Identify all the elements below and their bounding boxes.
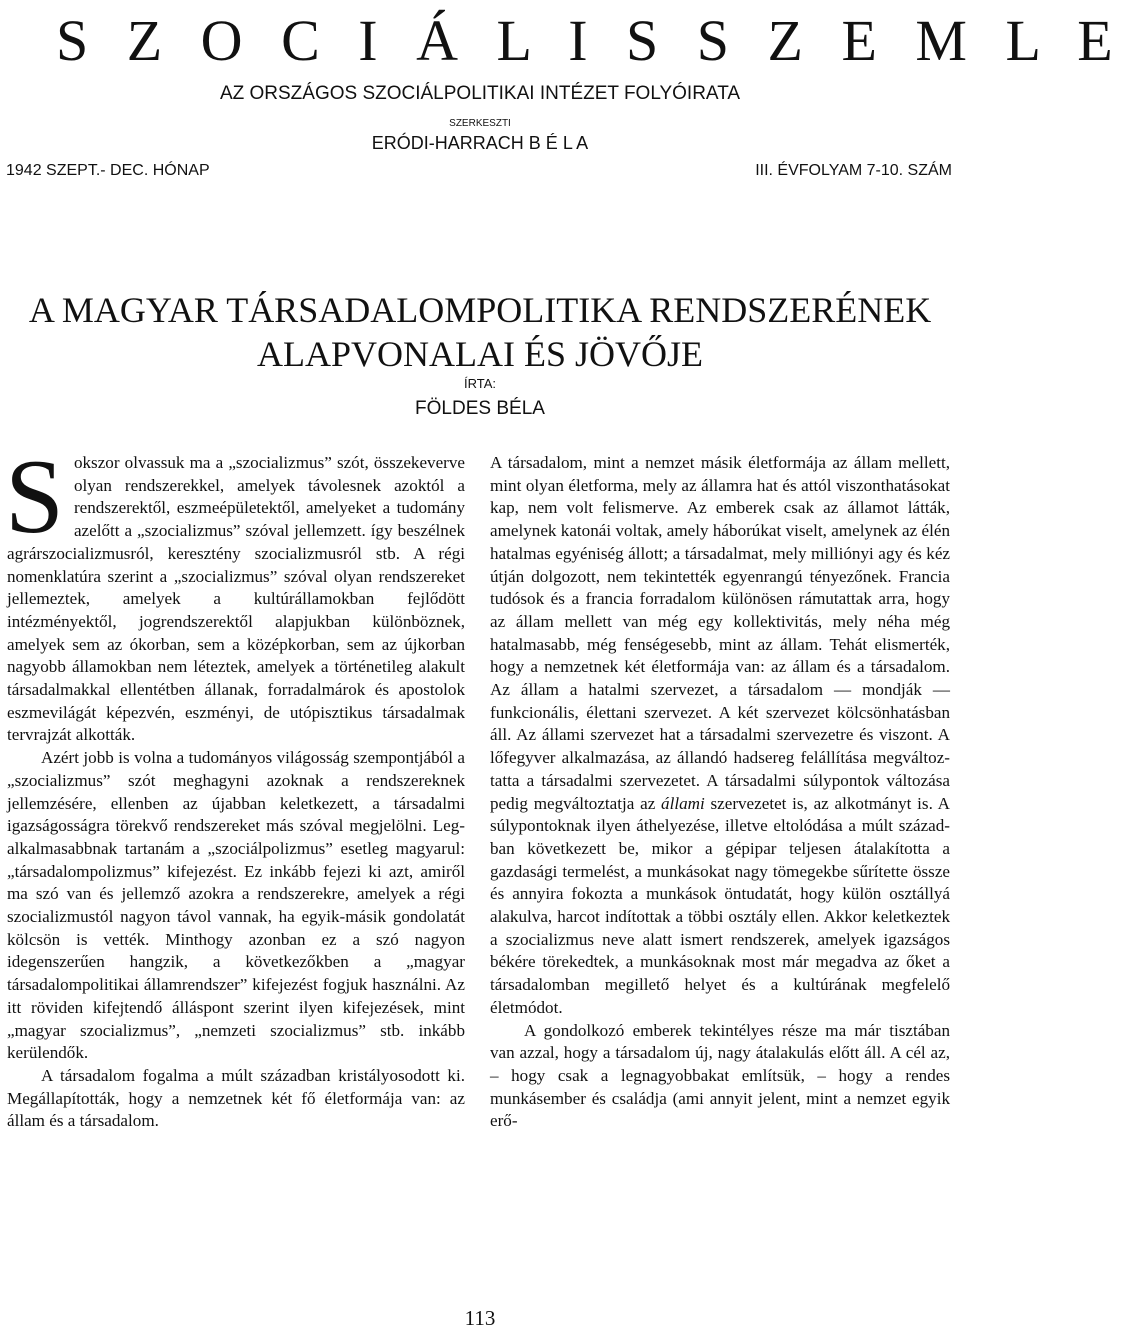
issue-number: III. ÉVFOLYAM 7-10. SZÁM <box>755 162 952 179</box>
issue-date: 1942 SZEPT.- DEC. HÓNAP <box>6 162 210 179</box>
paragraph-text: okszor olvassuk ma a „szocializmus” szót, összekeverve olyan rendszerekkel, amelyek távolesnek azoktól a rendszerektől, eszmeépületektől, amelyeket a tudomány azelőtt a „szocializmus” szóval jellemzett. így beszélnek agrárszocializmusról, keresztény szocializmusról stb. A régi nomenklatúra szerint a „szocializmus” szóval olyan rendszereket jellemeztek, amelyek a kultúrállamokban fejlődött intézményektől, jogrendszerektől alapjukban különböznek, amelyek sem az ókorban, sem a középkorban, sem az újkorban nagyobb államokban nem léteztek, amelyek a történetileg alakult társadalmakkal ellentétben állanak, forradalmárok és apostolok eszmevilágát képezvén, eszményi, de utópisztikus társadalmak tervrajzát alkották. <box>7 453 465 745</box>
article-title-line-1: A MAGYAR TÁRSADALOMPOLITIKA RENDSZERÉNEK <box>28 290 932 330</box>
paragraph <box>490 452 950 1020</box>
editor-name: ERÓDI-HARRACH B É L A <box>371 133 589 153</box>
paragraph-text: A társadalom, mint a nemzet másik életformája az állam mellett, mint olyan életforma, mely az államra hat és attól viszonthatásokat kap, nem volt felismerve. Az emberek csak az államot látták, amelynek katonái voltak, amely háborúkat viselt, amelynek az élén hatalmas egyéniség állott; a társadalmat, mely milliónyi agy és kéz útján dolgozott, nem tekintették egyenrangú tényezőnek. Francia tudósok és a francia forradalom különösen rámutattak arra, hogy az állam mellett van még egy kollektivitás, mely néha még hatalmasabb, még fenségesebb, mint az állam. Tehát elismerték, hogy a nemzetnek két életformája van: az állam és a társadalom. Az állam a hatalmi szervezet, a társadalom — mondják — funkcionális, élettani szervezet. A két szervezet kölcsönhatásban áll. Az állami szervezet hat a társadalmi szervezetre és viszont. A lőfegyver alkalmazása, az állandó hadsereg felállítása megváltoztatta a társadalmi szervezetet. A társadalmi súlypontok változása pedig megváltoztatja az <box>490 453 950 813</box>
right-column <box>490 452 950 1133</box>
article-title <box>0 288 960 376</box>
paragraph-text: szervezetet is, az alkotmányt is. A súlypontoknak ilyen áthelyezése, illetve eltolódása a múlt században következett be, mikor a gépipar teljesen átalakította a gazdasági termelést, a munkásokat nagy tömegekbe sűrítette össze és annyira fokozta a munkások öntudatát, hogy külön osztállyá alakulva, harcot indítottak a többi osztály ellen. Akkor keletkeztek a szocializmus neve alatt ismert rendszerek, amelyek igazságos békére törekedtek, a munkásoknak most már megadva az őket a társadalomban megillető helyet és a kultúrának megfelelő életmódot. <box>490 793 951 1017</box>
paragraph: Azért jobb is volna a tudományos világosság szempontjából a „szocializmus” szót meghagyni azoknak a rendszereknek jellemzésére, ellenben az újabban keletkezett, a társadalmi igazságosságra törekvő rendszereket más szóval megjelölni. Legalkalmasabbnak tartanám a „szociálpolizmus” esetleg magyarul: „társadalompolizmus” kifejezést. Ez inkább fejezi ki azt, amiről ma szó van és jellemző azokra a rendszerekre, amelyek a régi szocializmustól nagyon távol vannak, ha egyik-másik gondolatát kölcsön is vették. Minthogy azonban ez a szó nagyon idegenszerűen hangzik, a következőkben a „magyar társadalompolitikai államrendszer” kifejezést fogjuk használni. Az itt röviden kifejtendő álláspont szerint ilyen kifejezések, mint „magyar szocializmus”, „nemzeti szocializmus” stb. inkább kerülendők. <box>7 748 465 1063</box>
journal-title: S Z O C I Á L I S S Z E M L E <box>56 8 1125 73</box>
emphasis-text: állami <box>661 793 705 813</box>
byline-label: ÍRTA: <box>463 376 497 391</box>
paragraph <box>5 438 465 747</box>
article-title-line-2: ALAPVONALAI ÉS JÖVŐJE <box>257 334 703 374</box>
paragraph: A társadalom fogalma a múlt században kristályosodott ki. Megállapították, hogy a nemzetnek két fő életformája van: az állam és a társadalom. <box>7 1065 465 1131</box>
left-column <box>5 438 465 1133</box>
page-number: 113 <box>464 1306 496 1330</box>
drop-cap: S <box>5 438 64 555</box>
editor-label: SZERKESZTI <box>449 118 511 129</box>
journal-subtitle: AZ ORSZÁGOS SZOCIÁLPOLITIKAI INTÉZET FOLYÓIRATA <box>219 83 741 104</box>
paragraph: A gondolkozó emberek tekintélyes része ma már tisztában van azzal, hogy a társadalom új, nagy átalakulás előtt áll. A cél az, – hogy csak a legnagyobbakat említsük, – hogy a rendes munkásember és családja (ami annyit jelent, mint a nemzet egyik erő- <box>490 1020 950 1131</box>
author-name: FÖLDES BÉLA <box>415 398 545 419</box>
